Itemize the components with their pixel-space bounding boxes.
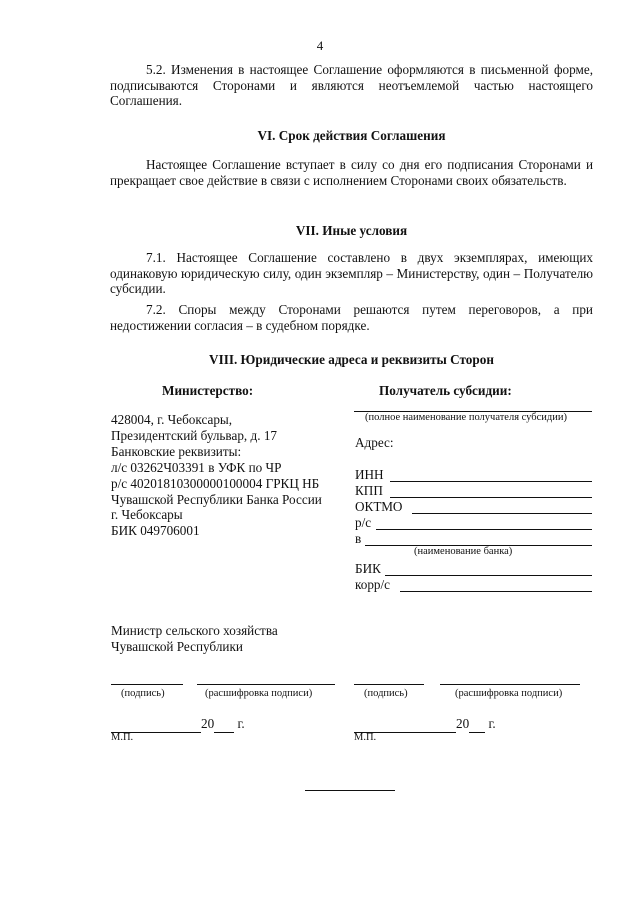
korr-field[interactable] xyxy=(400,591,592,592)
requisite-line: 428004, г. Чебоксары, xyxy=(111,412,233,427)
recipient-signature-caption: (подпись) xyxy=(364,688,408,699)
recipient-date xyxy=(354,716,496,733)
address-label: Адрес: xyxy=(355,435,394,450)
year-field[interactable] xyxy=(469,716,485,733)
year-prefix: 20 xyxy=(201,716,215,731)
rs-field[interactable] xyxy=(376,529,592,530)
minister-title-line: Чувашской Республики xyxy=(111,639,243,654)
kpp-label: КПП xyxy=(355,483,383,498)
requisite-line: г. Чебоксары xyxy=(111,507,183,523)
recipient-name-caption: (полное наименование получателя субсидии) xyxy=(365,412,567,423)
kpp-field[interactable] xyxy=(390,497,592,498)
section-6-text: Настоящее Соглашение вступает в силу со дня его подписания Сторонами и прекращает свое действие в связи с исполнением Сторонами своих обязательств. xyxy=(110,157,593,188)
oktmo-field[interactable] xyxy=(412,513,592,514)
section-7-title: VII. Иные условия xyxy=(295,223,408,238)
bik-field[interactable] xyxy=(385,575,592,576)
requisite-line: л/с 03262Ч03391 в УФК по ЧР xyxy=(111,459,282,475)
rs-label: р/с xyxy=(355,515,372,530)
requisite-line: Чувашской Республики Банка России xyxy=(111,491,322,507)
recipient-signature-line[interactable] xyxy=(354,684,424,685)
section-8-title: VIII. Юридические адреса и реквизиты Сторон xyxy=(209,352,494,367)
year-field[interactable] xyxy=(214,716,234,733)
ministry-requisites xyxy=(111,412,322,539)
bank-label: в xyxy=(355,531,362,546)
year-prefix: 20 xyxy=(456,716,470,731)
requisite-line: р/с 40201810300000100004 ГРКЦ НБ xyxy=(111,475,320,491)
minister-title xyxy=(111,623,278,655)
closing-divider xyxy=(305,790,395,791)
ministry-heading: Министерство: xyxy=(162,383,254,398)
paragraph-5-2: 5.2. Изменения в настоящее Соглашение оформляются в письменной форме, подписываются Сторонами и являются неотъемлемой частью настоящего Соглашения. xyxy=(110,62,593,108)
ministry-signature-caption: (подпись) xyxy=(121,688,165,699)
ministry-stamp-mark: М.П. xyxy=(111,732,134,743)
date-day-month-field[interactable] xyxy=(111,716,201,733)
ministry-signature-decode-line[interactable] xyxy=(197,684,335,685)
section-6-title: VI. Срок действия Соглашения xyxy=(257,128,446,143)
bik-label: БИК xyxy=(355,561,381,576)
oktmo-label: ОКТМО xyxy=(355,499,403,514)
recipient-signature-decode-line[interactable] xyxy=(440,684,580,685)
page-number: 4 xyxy=(316,38,324,53)
year-suffix: г. xyxy=(237,716,245,731)
minister-title-line: Министр сельского хозяйства xyxy=(111,623,278,638)
bank-caption: (наименование банка) xyxy=(414,546,513,557)
paragraph-7-2: 7.2. Споры между Сторонами решаются путем переговоров, а при недостижении согласия – в судебном порядке. xyxy=(110,302,593,333)
recipient-decode-caption: (расшифровка подписи) xyxy=(455,688,563,699)
korr-label: корр/с xyxy=(355,577,391,592)
recipient-heading: Получатель субсидии: xyxy=(379,383,512,398)
ministry-signature-line[interactable] xyxy=(111,684,183,685)
recipient-stamp-mark: М.П. xyxy=(354,732,377,743)
paragraph-7-1: 7.1. Настоящее Соглашение составлено в двух экземплярах, имеющих одинаковую юридическую силу, один экземпляр – Министерству, один – Получателю субсидии. xyxy=(110,250,593,296)
requisite-line: Банковские реквизиты: xyxy=(111,443,242,459)
ministry-decode-caption: (расшифровка подписи) xyxy=(205,688,313,699)
inn-label: ИНН xyxy=(355,467,384,482)
year-suffix: г. xyxy=(488,716,496,731)
inn-field[interactable] xyxy=(390,481,592,482)
requisite-line: БИК 049706001 xyxy=(111,523,200,539)
ministry-date xyxy=(111,716,245,733)
requisite-line: Президентский бульвар, д. 17 xyxy=(111,427,278,443)
date-day-month-field[interactable] xyxy=(354,716,456,733)
